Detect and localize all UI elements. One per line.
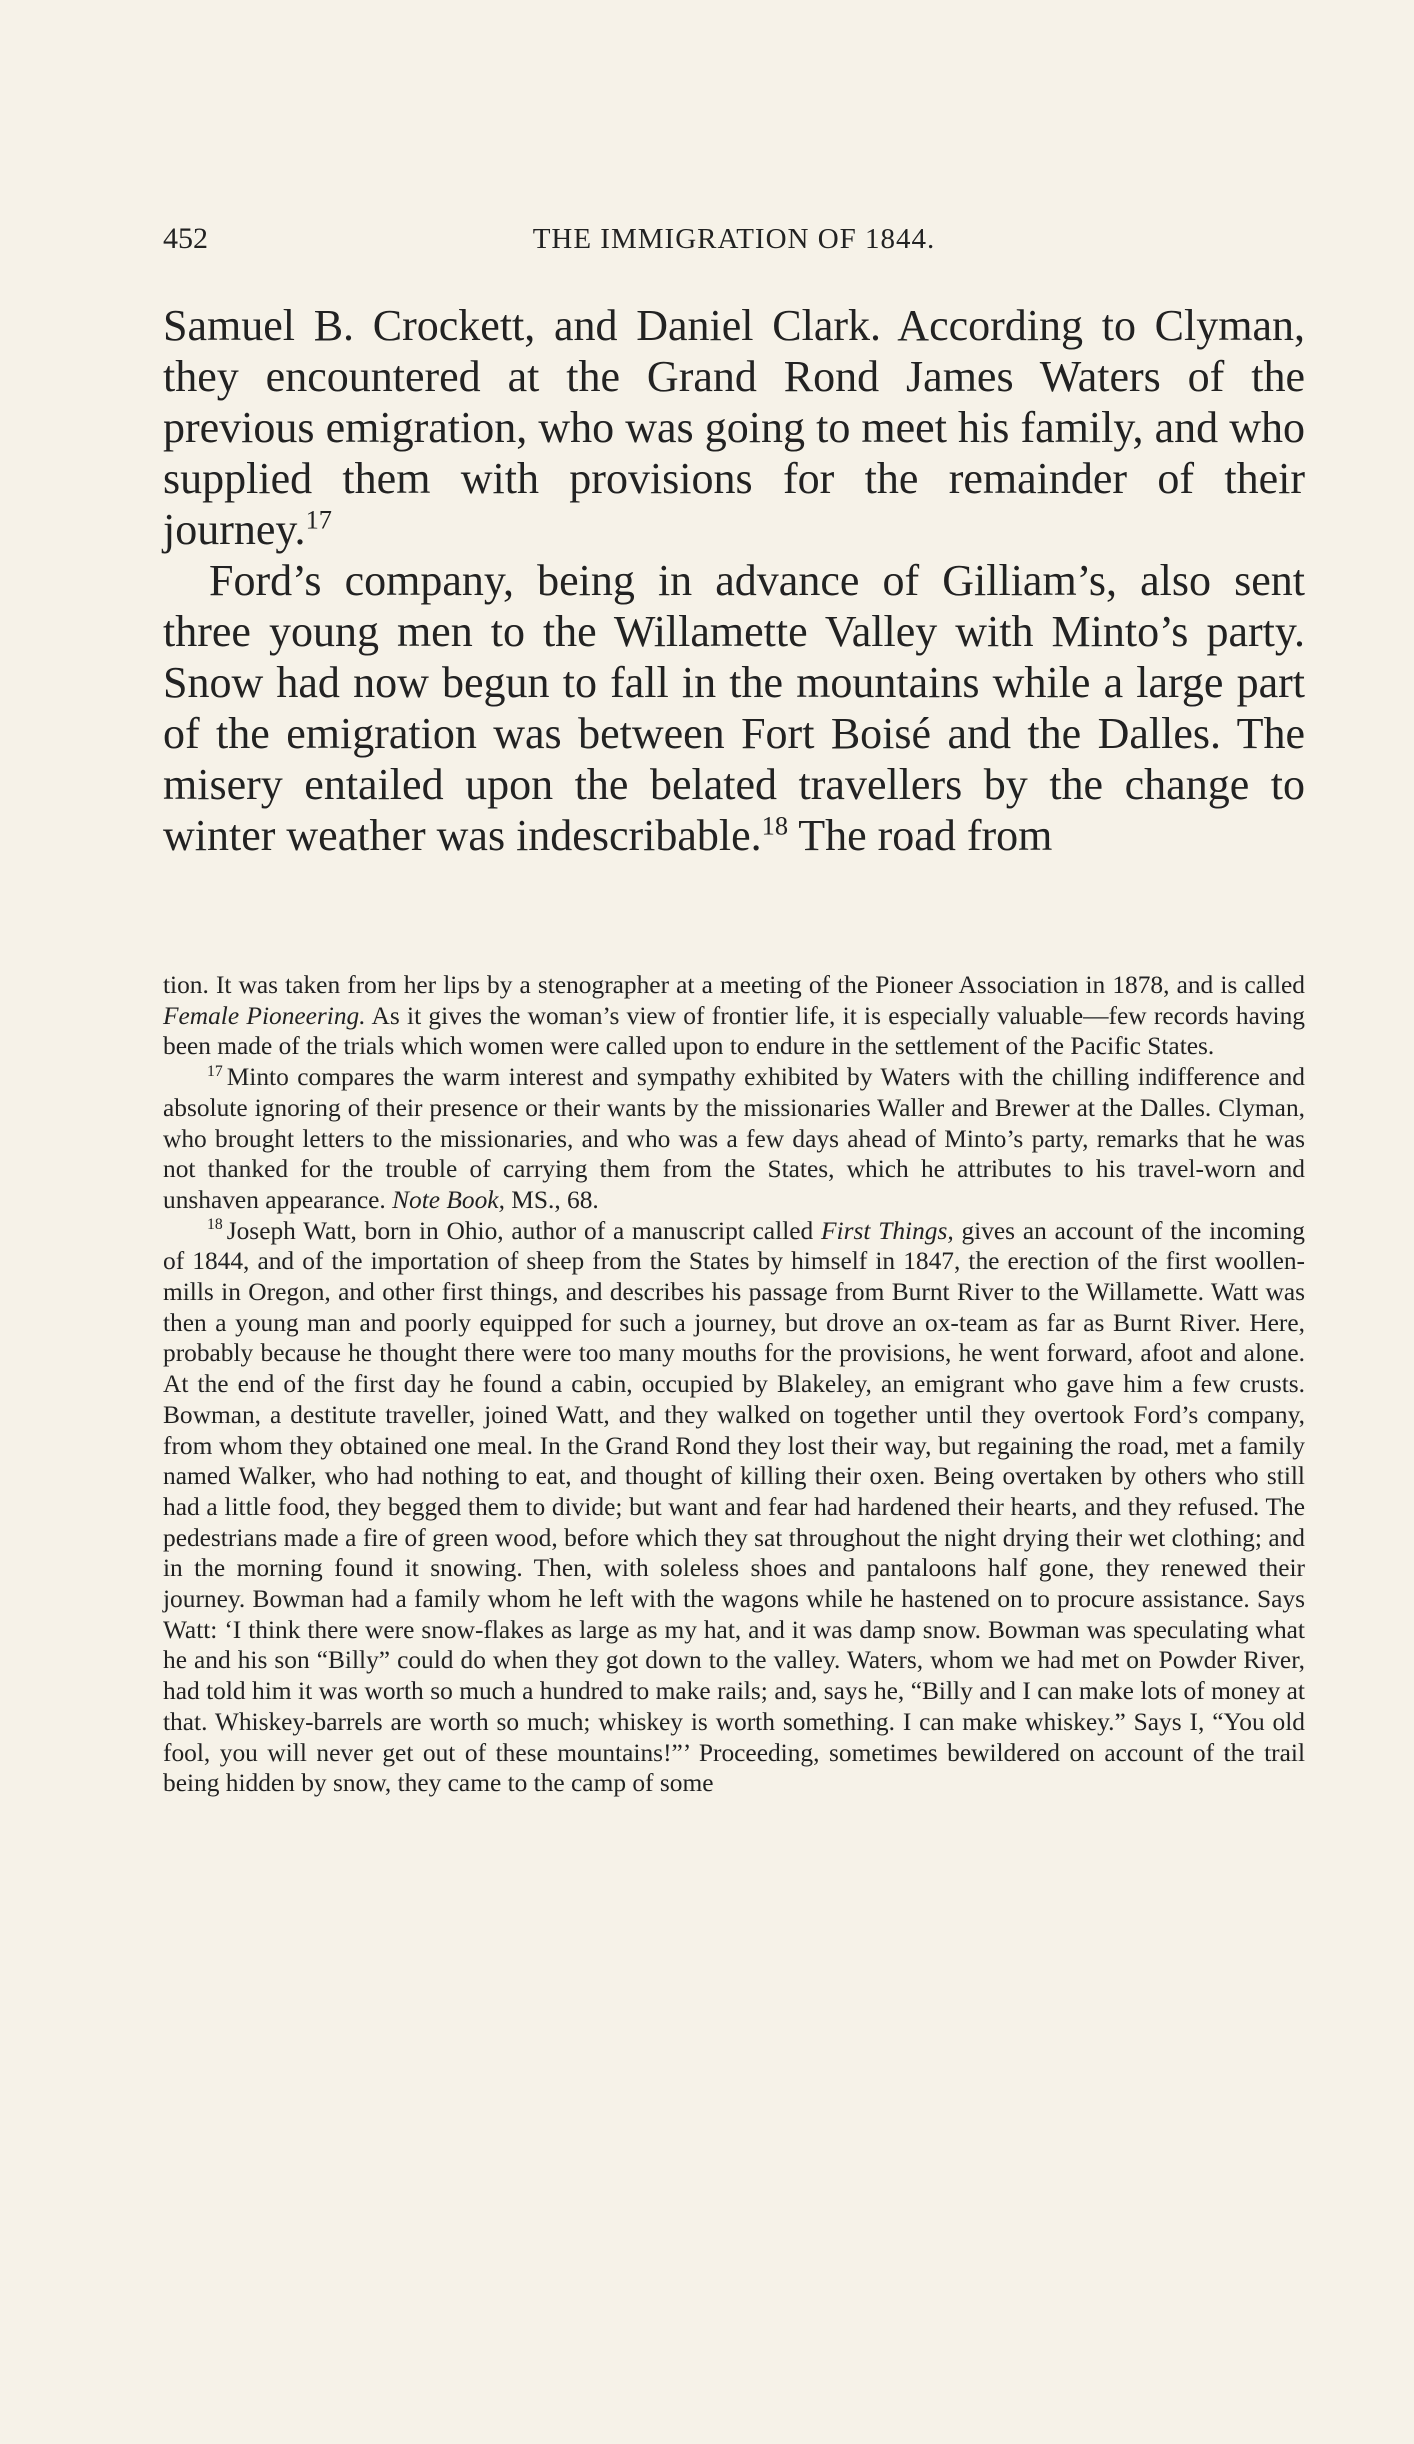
running-head — [163, 216, 1305, 262]
footnote-18-text-b: gives an account of the incoming of 1844, and of the importation of sheep from the States by himself in 1847, the erection of the first woollen-mills in Oregon, and other first things, and describes his passage from Burnt River to the Willamette. Watt was then a young man and poorly equipped for such a journey, but drove an ox-team as far as Burnt River. Here, probably because he thought there were too many mouths for the provisions, he went forward, afoot and alone. At the end of the first day he found a cabin, occupied by Blakeley, an emigrant who gave him a few crusts. Bowman, a destitute traveller, joined Watt, and they walked on together until they overtook Ford’s company, from whom they obtained one meal. In the Grand Rond they lost their way, but regaining the road, met a family named Walker, who had nothing to eat, and thought of killing their oxen. Being overtaken by others who still had a little food, they begged them to divide; but want and fear had hardened their hearts, and they refused. The pedestrians made a fire of green wood, before which they sat throughout the night drying their wet clothing; and in the morning found it snowing. Then, with soleless shoes and pantaloons half gone, they renewed their journey. Bowman had a family whom he left with the wagons while he hastened on to procure assistance. Says Watt: ‘I think there were snow-flakes as large as my hat, and it was damp snow. Bowman was speculating what he and his son “Billy” could do when they got down to the valley. Waters, whom we had met on Powder River, had told him it was worth so much a hundred to make rails; and, says he, “Billy and I can make lots of money at that. Whiskey-barrels are worth so much; whiskey is worth something. I can make whiskey.” Says I, “You old fool, you will never get out of these mountains!”’ Proceeding, sometimes bewildered on account of the trail being hidden by snow, they came to the camp of some — [163, 1216, 1305, 1798]
footnote-continuation-text-a: tion. It was taken from her lips by a stenographer at a meeting of the Pioneer Association in 1878, and is called — [163, 971, 1305, 999]
footnote-18-title: First Things, — [821, 1216, 954, 1245]
body-paragraph-1 — [163, 300, 1305, 555]
footnote-18 — [163, 1216, 1305, 1799]
footnote-17-text-a: Minto compares the warm interest and sympathy exhibited by Waters with the chilling indifference and absolute ignoring of their presence or their wants by the missionaries Waller and Brewer at the Dalles. Clyman, who brought letters to the missionaries, and who was a few days ahead of Minto’s party, remarks that he was not thanked for the trouble of carrying them from the States, which he attributes to his travel-worn and unshaven appearance. — [163, 1063, 1305, 1214]
body-paragraph-2 — [163, 555, 1305, 861]
page-number: 452 — [163, 222, 208, 255]
footnotes — [163, 970, 1305, 1799]
main-text — [163, 300, 1305, 861]
footnote-ref-18: 18 — [761, 810, 789, 841]
running-title: THE IMMIGRATION OF 1844. — [532, 223, 936, 255]
footnote-continuation-text-b: As it gives the woman’s view of frontier life, it is especially valuable—few records having been made of the trials which women were called upon to endure in the settlement of the Pacific States. — [163, 1001, 1305, 1061]
footnote-ref-17: 17 — [305, 504, 332, 535]
footnote-17-text-b: MS., 68. — [504, 1185, 599, 1214]
footnote-18-number: 18 — [207, 1216, 223, 1234]
footnote-continuation — [163, 970, 1305, 1062]
body-paragraph-2-text-a: Ford’s company, being in advance of Gilliam’s, also sent three young men to the Willamette Valley with Minto’s party. Snow had now begun to fall in the mountains while a large part of the emigration was between Fort Boisé and the Dalles. The misery entailed upon the belated travellers by the change to winter weather was indescribable. — [163, 556, 1305, 860]
body-paragraph-1-text: Samuel B. Crockett, and Daniel Clark. According to Clyman, they encountered at the Grand Rond James Waters of the previous emigration, who was going to meet his family, and who supplied them with provisions for the remainder of their journey. — [163, 301, 1305, 554]
footnote-18-text-a: Joseph Watt, born in Ohio, author of a manuscript called — [226, 1216, 822, 1245]
footnote-17-title: Note Book, — [392, 1185, 505, 1214]
footnote-17 — [163, 1062, 1305, 1216]
footnote-17-number: 17 — [207, 1062, 223, 1080]
body-paragraph-2-text-b: The road from — [788, 811, 1053, 860]
footnote-continuation-title: Female Pioneering. — [163, 1001, 366, 1030]
